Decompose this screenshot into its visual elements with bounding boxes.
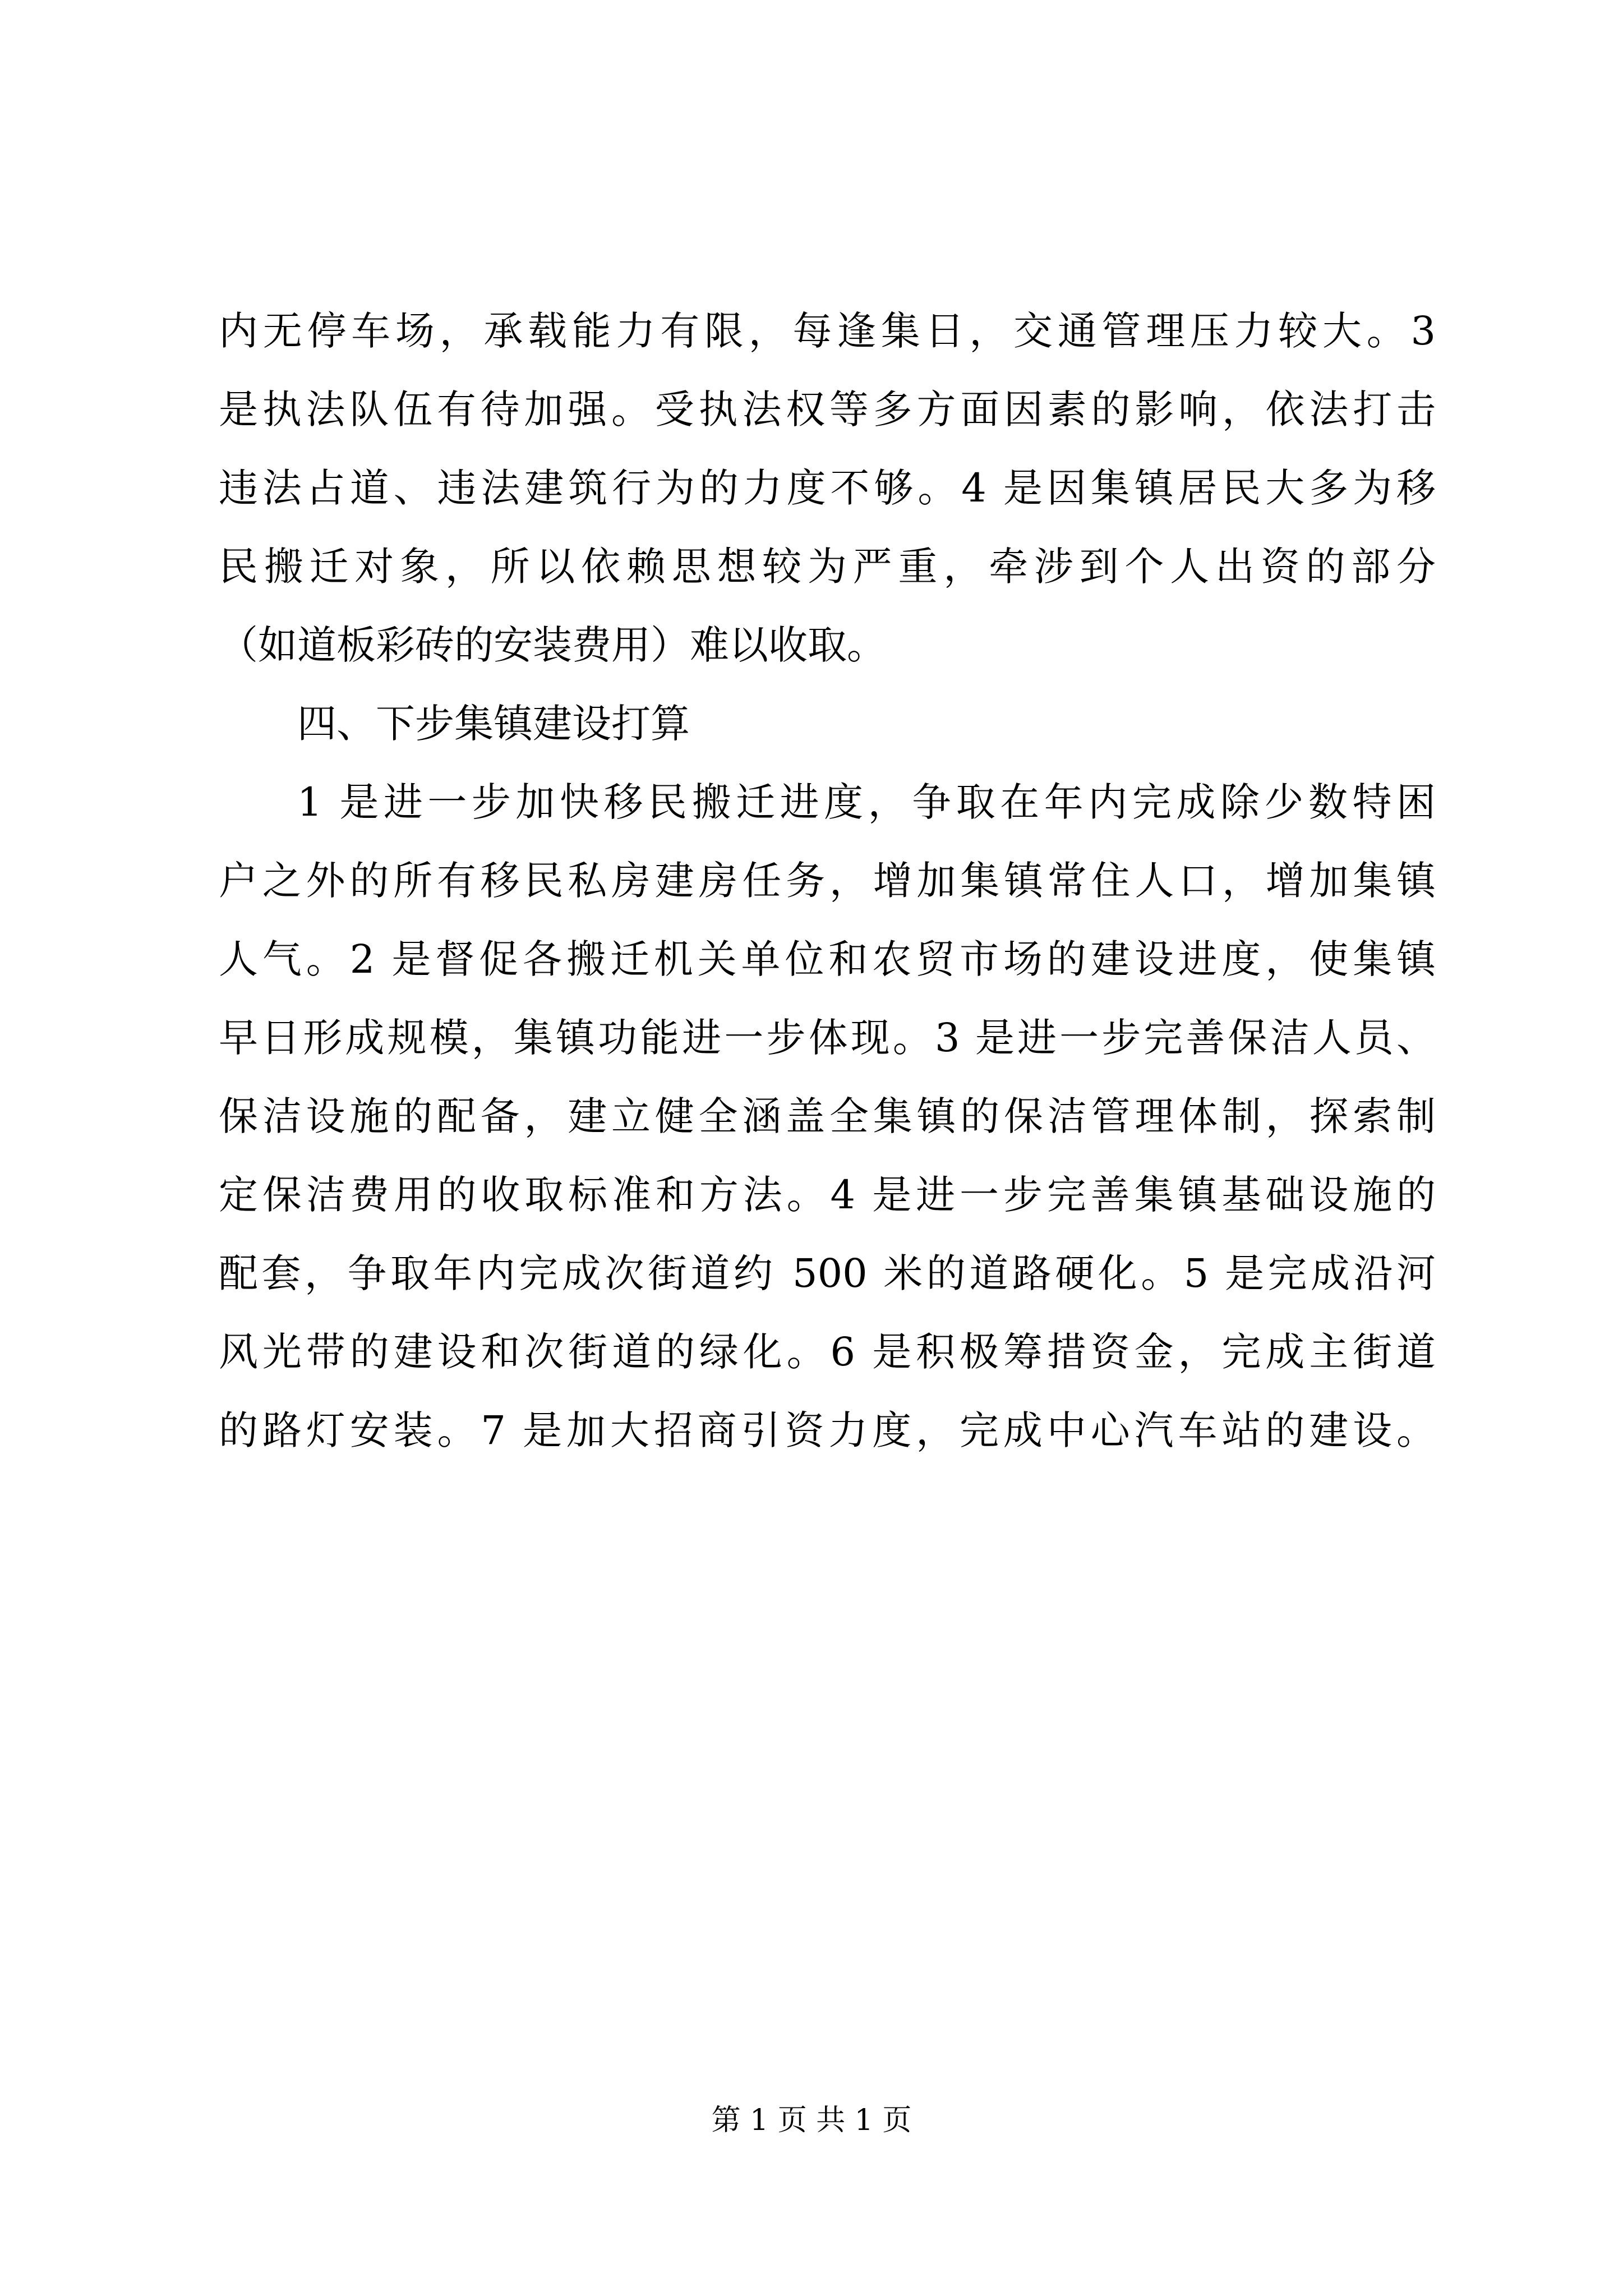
text-line: 保洁设施的配备，建立健全涵盖全集镇的保洁管理体制，探索制 xyxy=(219,1093,1436,1139)
text-line: 的路灯安装。7 是加大招商引资力度，完成中心汽车站的建设。 xyxy=(219,1407,1436,1453)
section-heading: 四、下步集镇建设打算 xyxy=(297,701,690,747)
text-line: （如道板彩砖的安装费用）难以收取。 xyxy=(219,622,886,668)
text-line: 风光带的建设和次街道的绿化。6 是积极筹措资金，完成主街道 xyxy=(219,1329,1436,1375)
text-line: 配套，争取年内完成次街道约 500 米的道路硬化。5 是完成沿河 xyxy=(219,1250,1436,1296)
text-line: 民搬迁对象，所以依赖思想较为严重，牵涉到个人出资的部分 xyxy=(219,544,1436,590)
text-line: 早日形成规模，集镇功能进一步体现。3 是进一步完善保洁人员、 xyxy=(219,1015,1436,1061)
text-line: 内无停车场，承载能力有限，每逢集日，交通管理压力较大。3 xyxy=(219,308,1436,354)
text-line: 是执法队伍有待加强。受执法权等多方面因素的影响，依法打击 xyxy=(219,386,1436,432)
text-line: 定保洁费用的收取标准和方法。4 是进一步完善集镇基础设施的 xyxy=(219,1172,1436,1218)
text-line: 户之外的所有移民私房建房任务，增加集镇常住人口，增加集镇 xyxy=(219,858,1436,904)
text-line: 违法占道、违法建筑行为的力度不够。4 是因集镇居民大多为移 xyxy=(219,465,1436,511)
text-line: 人气。2 是督促各搬迁机关单位和农贸市场的建设进度，使集镇 xyxy=(219,936,1436,982)
text-line: 1 是进一步加快移民搬迁进度，争取在年内完成除少数特困 xyxy=(297,779,1436,825)
page-number-footer: 第 1 页 共 1 页 xyxy=(711,2104,912,2137)
